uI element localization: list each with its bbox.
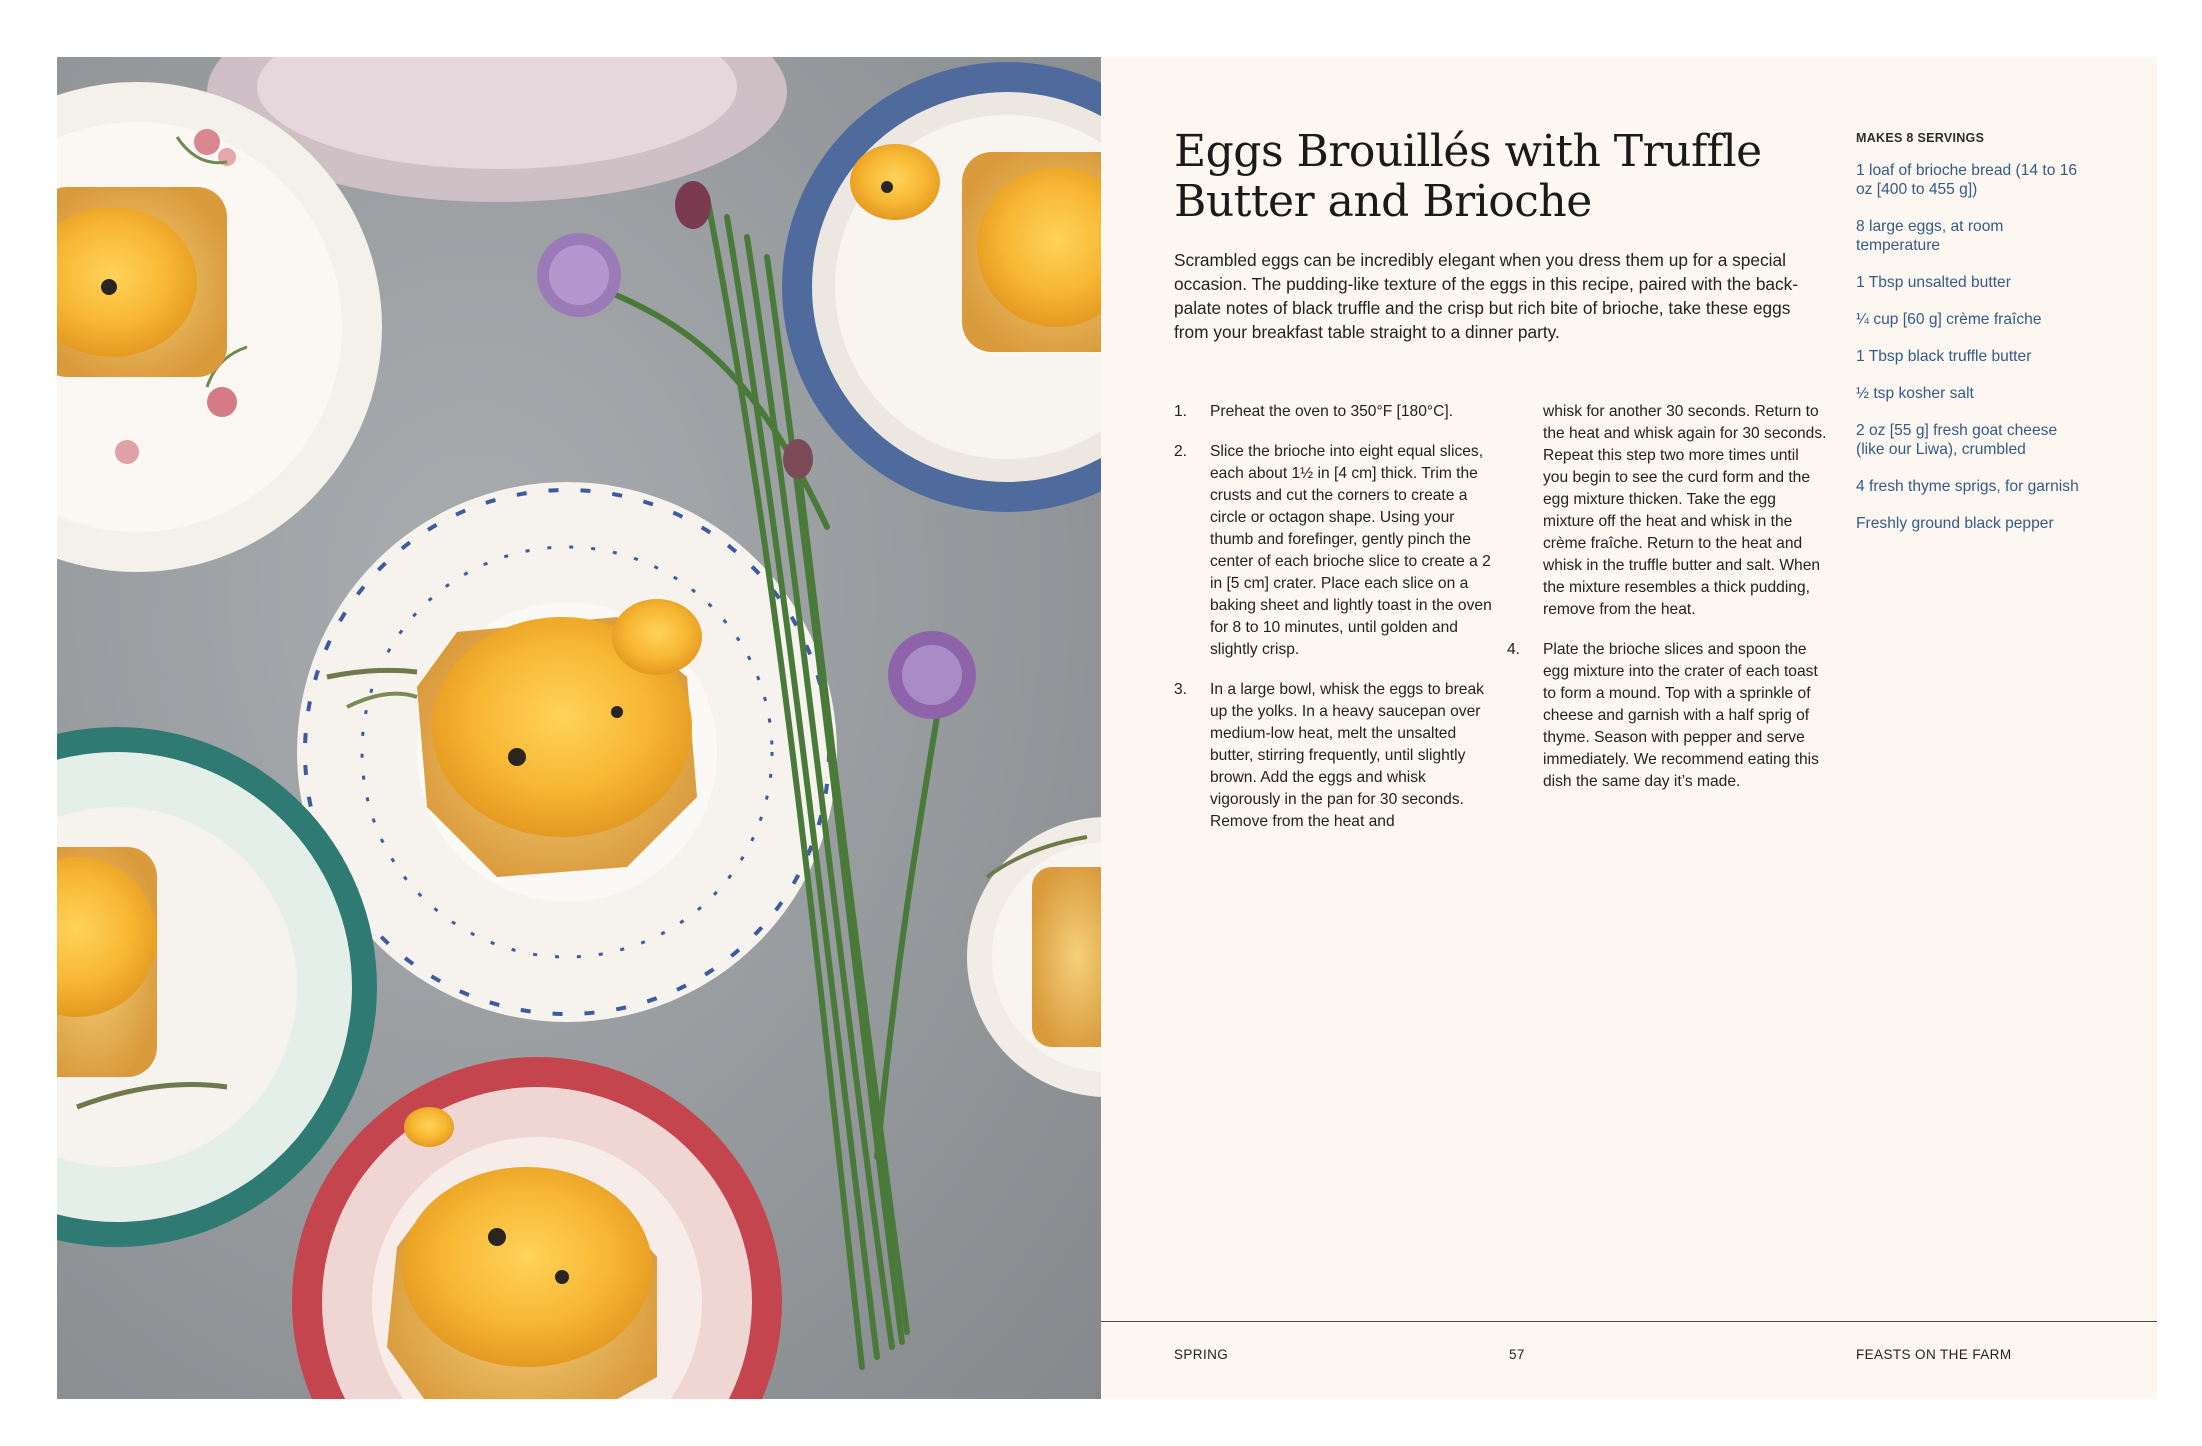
method-step — [1174, 401, 1494, 423]
ingredient-item: 8 large eggs, at room temperature — [1856, 218, 2004, 254]
method-step — [1507, 639, 1827, 793]
ingredient-item: 1 Tbsp black truffle butter — [1856, 348, 2032, 365]
recipe-intro: Scrambled eggs can be incredibly elegant when you dress them up for a special occasion. The pudding-like texture of the eggs in this recipe, paired with the back-palate notes of black truffle and the crisp but rich bite of brioche, take these eggs from your breakfast table straight to a dinner party. — [1174, 250, 1799, 342]
food-photo-illustration — [57, 57, 1101, 1399]
blue-plate-top-right — [782, 62, 1101, 512]
step-text: Slice the brioche into eight equal slices, each about 1½ in [4 cm] thick. Trim the crusts and cut the corners to create a circle or octagon shape. Using your thumb and forefinger, gently pinch the center of each brioche slice to create a 2 in [5 cm] crater. Place each slice on a baking sheet and lightly toast in the oven for 8 to 10 minutes, until golden and slightly crisp. — [1210, 443, 1492, 658]
ingredient-item: Freshly ground black pepper — [1856, 515, 2054, 532]
servings-label: MAKES 8 SERVINGS — [1856, 131, 1985, 145]
white-plate-right — [967, 817, 1101, 1097]
step-text: Preheat the oven to 350°F [180°C]. — [1210, 403, 1454, 420]
ingredients-panel — [1856, 131, 2086, 551]
method-step-continued — [1507, 401, 1827, 621]
step-text: whisk for another 30 seconds. Return to the heat and whisk again for 30 seconds. Repeat this step two more times until you begin to see the curd form and the egg mixture thicken. Take the egg mixture off the heat and whisk in the crème fraîche. Return to the heat and whisk in the truffle butter and salt. When the mixture resembles a thick pudding, remove from the heat. — [1543, 403, 1827, 618]
method-step — [1174, 441, 1494, 661]
method-step — [1174, 679, 1494, 833]
ingredient-item: 2 oz [55 g] fresh goat cheese (like our Liwa), crumbled — [1856, 422, 2058, 458]
method-column-1 — [1174, 401, 1494, 851]
ingredient-item: 4 fresh thyme sprigs, for garnish — [1856, 478, 2079, 495]
ingredient-list — [1856, 161, 2086, 533]
book-spread — [57, 57, 2157, 1399]
red-plate-bottom — [292, 1057, 782, 1399]
step-text: Plate the brioche slices and spoon the egg mixture into the crater of each toast to form a mound. Top with a sprinkle of cheese and garnish with a half sprig of thyme. Season with pepper and serve immediately. We recommend eating this dish the same day it’s made. — [1543, 641, 1819, 790]
ingredient-item: 1 loaf of brioche bread (14 to 16 oz [400 to 455 g]) — [1856, 162, 2078, 198]
step-number: 3. — [1174, 681, 1188, 698]
page-number: 57 — [1509, 1347, 1525, 1362]
recipe-title: Eggs Brouillés with Truffle Butter and Brioche — [1174, 126, 1762, 227]
method-column-2 — [1507, 401, 1827, 811]
step-number: 1. — [1174, 403, 1188, 420]
ingredient-item: ½ tsp kosher salt — [1856, 385, 1974, 402]
ingredient-item: ¼ cup [60 g] crème fraîche — [1856, 311, 2042, 328]
food-photo — [57, 57, 1101, 1399]
step-number: 2. — [1174, 443, 1188, 460]
recipe-page — [1101, 57, 2157, 1399]
step-number: 4. — [1507, 641, 1521, 658]
footer-divider — [1101, 1321, 2157, 1322]
footer-section: SPRING — [1174, 1347, 1229, 1362]
step-text: In a large bowl, whisk the eggs to break up the yolks. In a heavy saucepan over medium-low heat, melt the unsalted butter, stirring frequently, until slightly brown. Add the eggs and whisk vigorously in the pan for 30 seconds. Remove from the heat and — [1210, 681, 1484, 830]
footer-book-title: FEASTS ON THE FARM — [1856, 1347, 2012, 1362]
blue-white-plate-center — [297, 482, 837, 1022]
ingredient-item: 1 Tbsp unsalted butter — [1856, 274, 2011, 291]
